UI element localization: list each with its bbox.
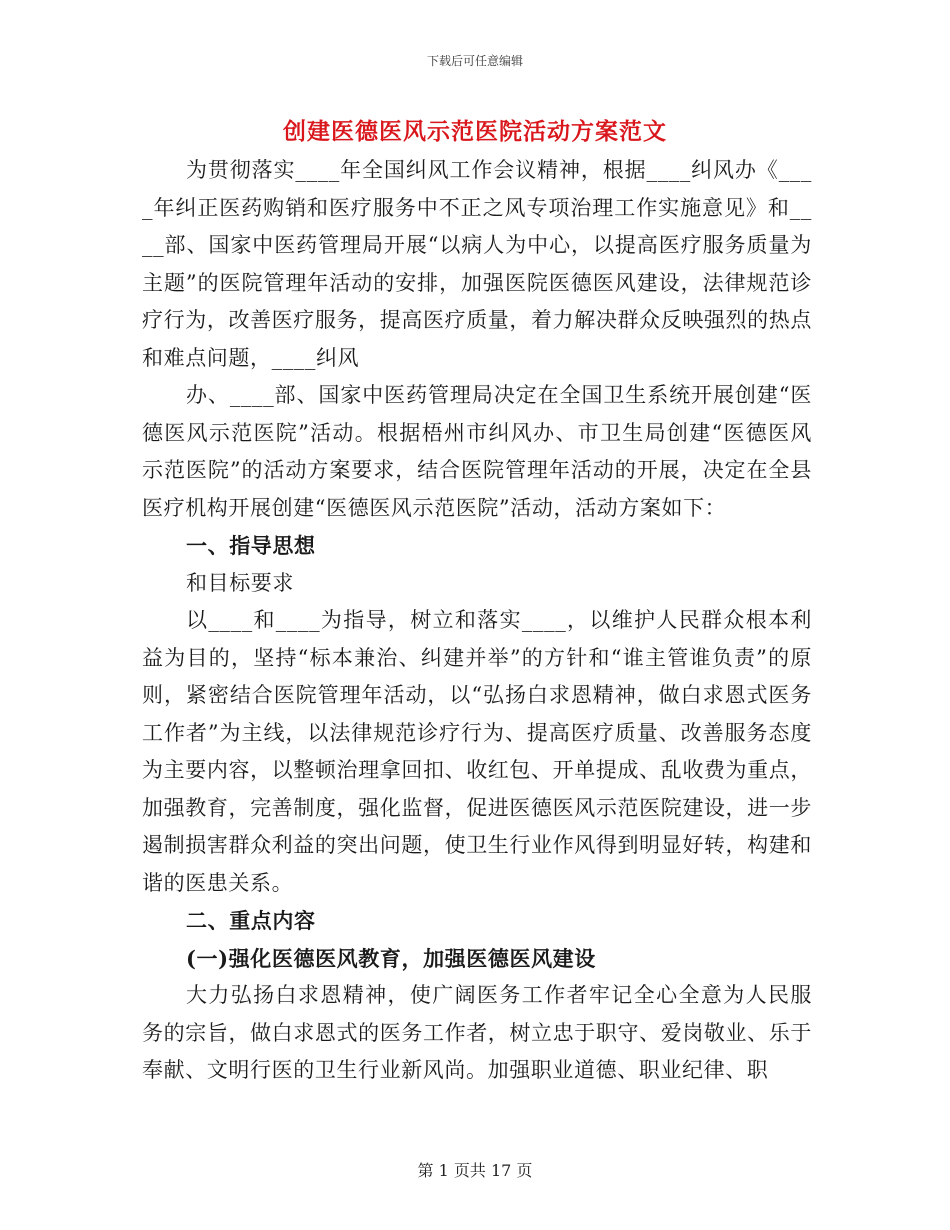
document-title: 创建医德医风示范医院活动方案范文	[283, 118, 667, 145]
page-header-note: 下载后可任意编辑	[426, 54, 523, 68]
paragraph-ethics-education: 大力弘扬白求恩精神，使广阔医务工作者牢记全心全意为人民服务的宗旨，做白求恩式的医务工作者，树立忠于职守、爱岗敬业、乐于奉献、文明行医的卫生行业新风尚。加强职业道德、职业纪律、职	[142, 983, 812, 1082]
subsection-heading-ethics-education: (一)强化医德医风教育，加强医德医风建设	[186, 945, 596, 971]
paragraph-guiding-ideology: 以____和____为指导，树立和落实____，以维护人民群众根本利益为目的，坚持“标本兼治、纠建并举”的方针和“谁主管谁负责”的原则，紧密结合医院管理年活动，以“弘扬白求恩精神，做白求恩式医务工作者”为主线，以法律规范诊疗行为、提高医疗质量、改善服务态度为主要内容，以整顿治理拿回扣、收红包、开单提成、乱收费为重点，加强教育，完善制度，强化监督，促进医德医风示范医院建设，进一步遏制损害群众利益的突出问题，使卫生行业作风得到明显好转，构建和谐的医患关系。	[142, 608, 812, 895]
section-heading-guiding-ideology: 一、指导思想	[186, 533, 316, 558]
section-heading-continued: 和目标要求	[186, 570, 294, 595]
page-number: 第 1 页共 17 页	[417, 1161, 533, 1180]
section-heading-key-content: 二、重点内容	[186, 908, 316, 933]
paragraph-intro-continued: 办、____部、国家中医药管理局决定在全国卫生系统开展创建“医德医风示范医院”活动。根据梧州市纠风办、市卫生局创建“医德医风示范医院”的活动方案要求，结合医院管理年活动的开展，决定在全县医疗机构开展创建“医德医风示范医院”活动，活动方案如下：	[142, 383, 812, 520]
paragraph-intro: 为贯彻落实____年全国纠风工作会议精神，根据____纠风办《____年纠正医药购销和医疗服务中不正之风专项治理工作实施意见》和____部、国家中医药管理局开展“以病人为中心，以提高医疗服务质量为主题”的医院管理年活动的安排，加强医院医德医风建设，法律规范诊疗行为，改善医疗服务，提高医疗质量，着力解决群众反映强烈的热点和难点问题，____纠风	[142, 158, 812, 370]
document-body	[142, 152, 812, 1090]
